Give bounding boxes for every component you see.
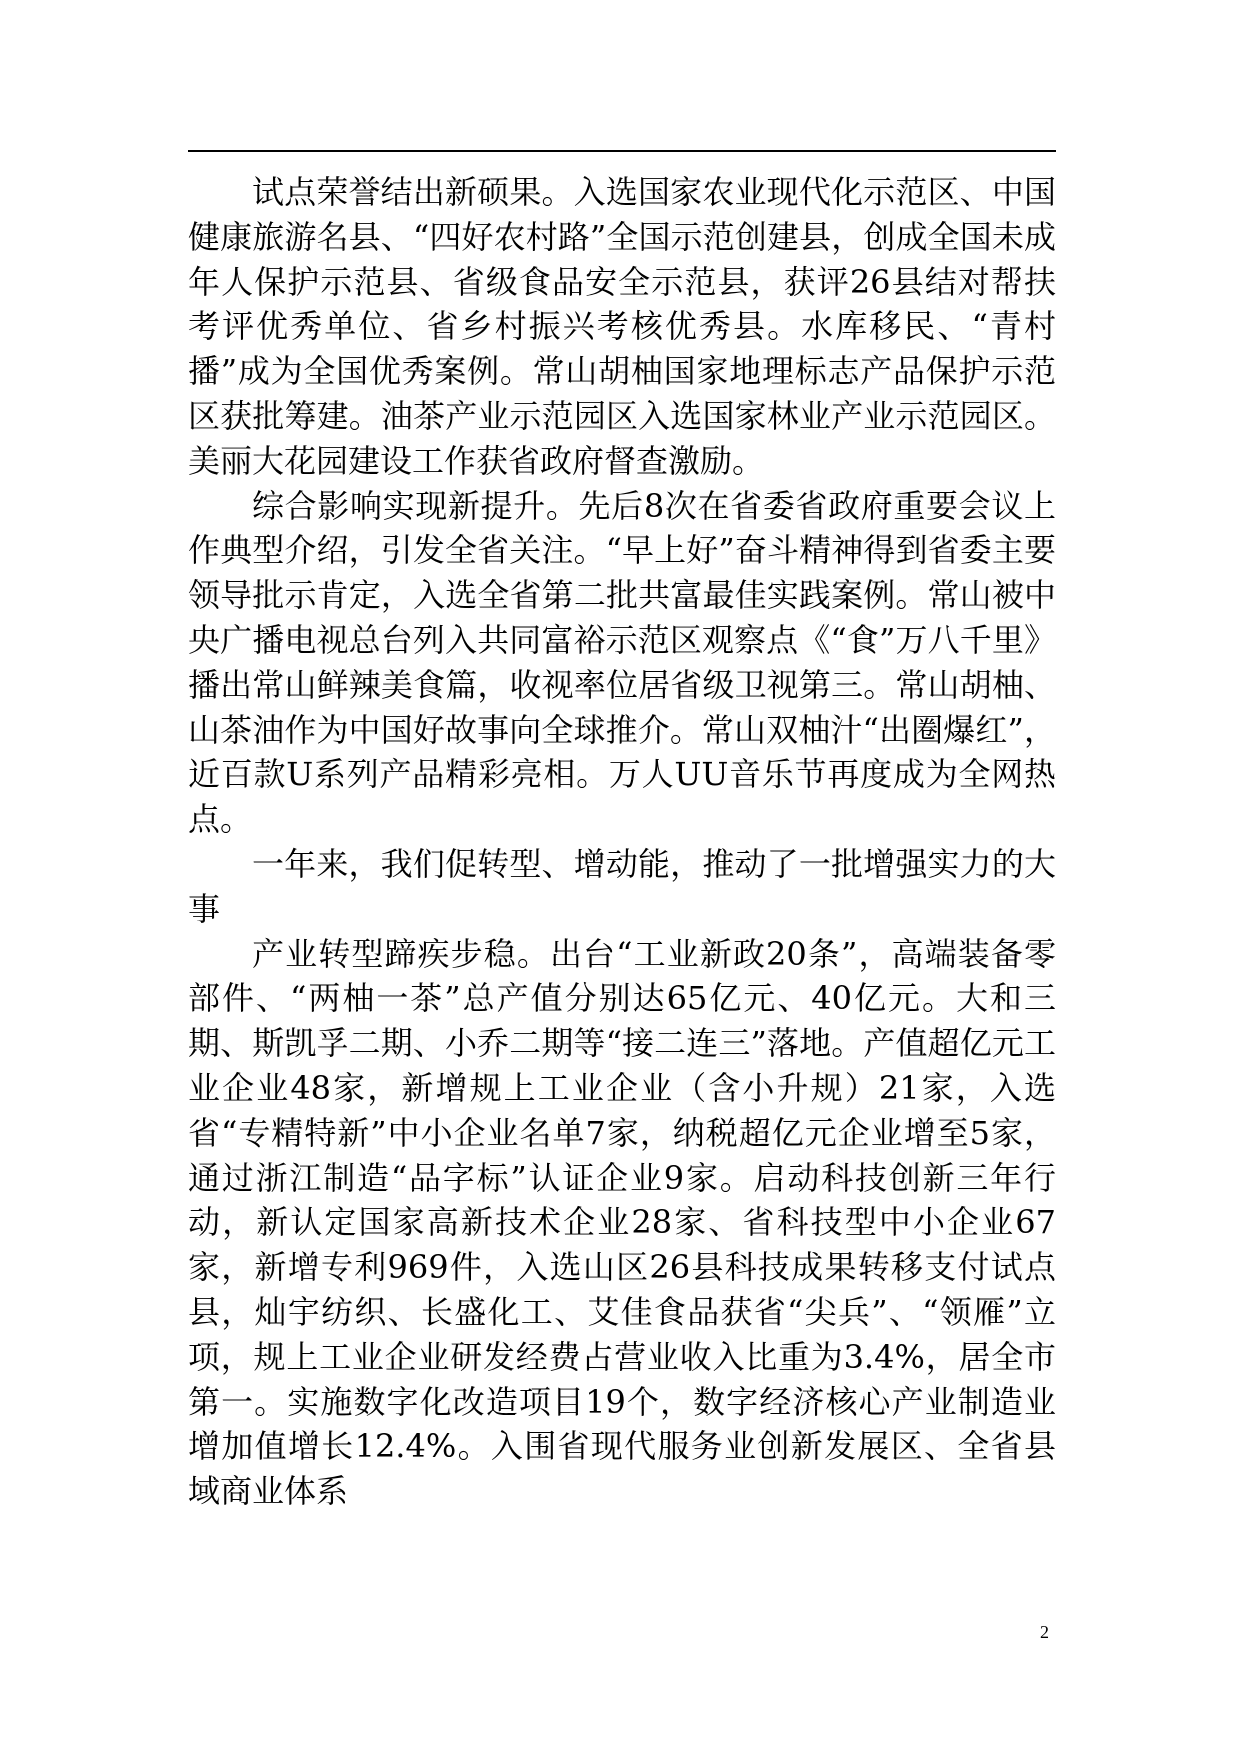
paragraph-year-summary: 一年来，我们促转型、增动能，推动了一批增强实力的大事 [188, 844, 1056, 928]
paragraph-pilot-honors: 试点荣誉结出新硕果。入选国家农业现代化示范区、中国健康旅游名县、“四好农村路”全国示范创建县，创成全国未成年人保护示范县、省级食品安全示范县，获评26县结对帮扶考评优秀单位、省乡村振兴考核优秀县。水库移民、“青村播”成为全国优秀案例。常山胡柚国家地理标志产品保护示范区获批筹建。油茶产业示范园区入选国家林业产业示范园区。美丽大花园建设工作获省政府督查激励。 [188, 173, 1056, 480]
header-rule [188, 150, 1056, 152]
document-body [188, 170, 1056, 1514]
paragraph-overall-influence: 综合影响实现新提升。先后8次在省委省政府重要会议上作典型介绍，引发全省关注。“早上好”奋斗精神得到省委主要领导批示肯定，入选全省第二批共富最佳实践案例。常山被中央广播电视总台列入共同富裕示范区观察点《“食”万八千里》播出常山鲜辣美食篇，收视率位居省级卫视第三。常山胡柚、山茶油作为中国好故事向全球推介。常山双柚汁“出圈爆红”，近百款U系列产品精彩亮相。万人UU音乐节再度成为全网热点。 [188, 486, 1056, 839]
paragraph-industry-transformation: 产业转型蹄疾步稳。出台“工业新政20条”，高端装备零部件、“两柚一茶”总产值分别达65亿元、40亿元。大和三期、斯凯孚二期、小乔二期等“接二连三”落地。产值超亿元工业企业48家，新增规上工业企业（含小升规）21家，入选省“专精特新”中小企业名单7家，纳税超亿元企业增至5家，通过浙江制造“品字标”认证企业9家。启动科技创新三年行动，新认定国家高新技术企业28家、省科技型中小企业67家，新增专利969件，入选山区26县科技成果转移支付试点县，灿宇纺织、长盛化工、艾佳食品获省“尖兵”、“领雁”立项，规上工业企业研发经费占营业收入比重为3.4%，居全市第一。实施数字化改造项目19个，数字经济核心产业制造业增加值增长12.4%。入围省现代服务业创新发展区、全省县域商业体系 [188, 934, 1056, 1511]
page-number: 2 [1040, 1622, 1049, 1642]
